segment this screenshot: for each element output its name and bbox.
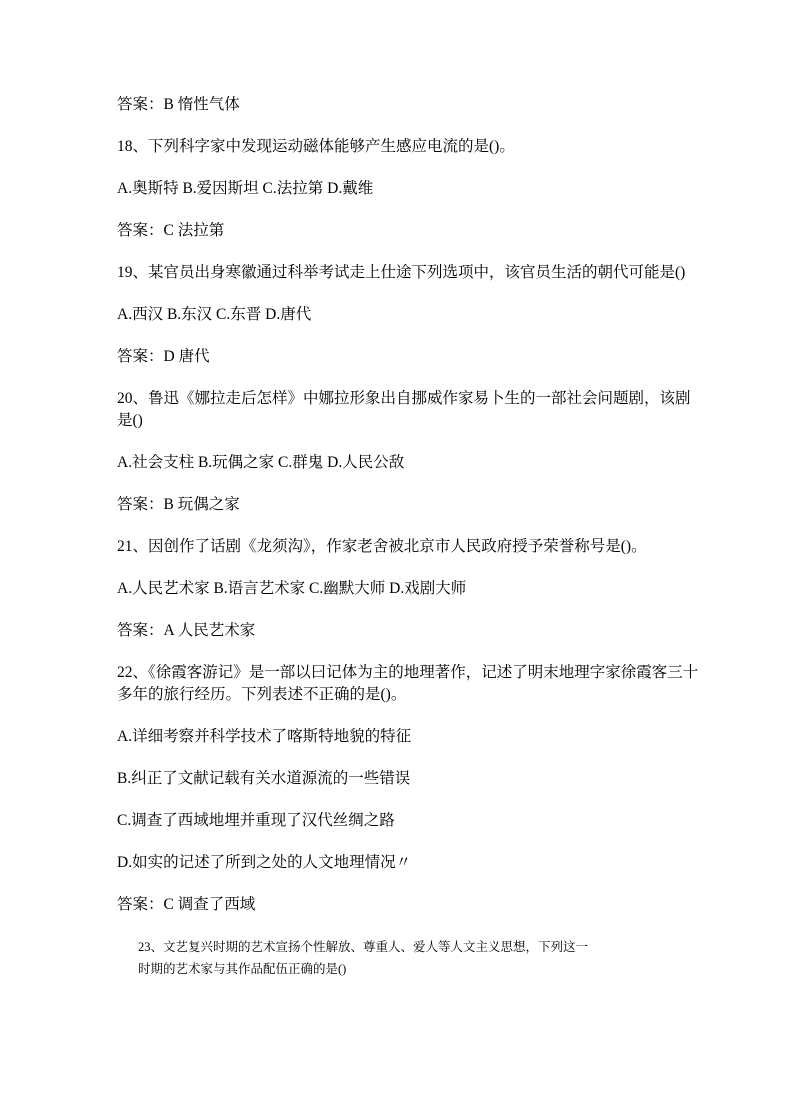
- options-line-q19: A.西汉 B.东汉 C.东晋 D.唐代: [117, 306, 312, 323]
- answer-line-q21: 答案：A 人民艺术家: [117, 622, 256, 639]
- option-a-q22: A.详细考察并科学技术了喀斯特地貌的特征: [117, 728, 412, 745]
- question-21: 21、因创作了话剧《龙须沟》，作家老舍被北京市人民政府授予荣誉称号是()。: [117, 538, 647, 555]
- options-line-q18: A.奥斯特 B.爱因斯坦 C.法拉第 D.戴维: [117, 180, 374, 197]
- option-d-q22: D.如实的记述了所到之处的人文地理情况〃: [117, 854, 412, 871]
- question-18: 18、下列科字家中发现运动磁体能够产生感应电流的是()。: [117, 138, 515, 155]
- options-line-q21: A.人民艺术家 B.语言艺术家 C.幽默大师 D.戏剧大师: [117, 580, 467, 597]
- question-20: 20、鲁迅《娜拉走后怎样》中娜拉形象出自挪威作家易卜生的一部社会问题剧，该剧是(): [117, 390, 691, 429]
- question-22: 22、《徐霞客游记》是一部以曰记体为主的地理著作，记述了明末地理字家徐霞客三十多年的旅行经历。下列表述不正确的是()。: [117, 664, 699, 703]
- options-line-q20: A.社会支柱 B.玩偶之家 C.群鬼 D.人民公敌: [117, 454, 405, 471]
- option-c-q22: C.调查了西域地埋并重现了汉代丝绸之路: [117, 812, 395, 829]
- question-list: [117, 94, 705, 980]
- answer-line-q22: 答案：C 调查了西域: [117, 896, 256, 913]
- question-23: 23、文艺复兴时期的艺术宣扬个性解放、尊重人、爱人等人文主义思想，下列这一时期的艺术家与其作品配伍正确的是(): [138, 940, 589, 976]
- answer-line-q17: 答案：B 惰性气体: [117, 96, 240, 113]
- question-19: 19、某官员出身寒徽通过科举考试走上仕途下列选项中，该官员生活的朝代可能是(): [117, 264, 686, 281]
- answer-line-q18: 答案：C 法拉第: [117, 222, 225, 239]
- answer-line-q19: 答案：D 唐代: [117, 348, 210, 365]
- option-b-q22: B.纠正了文献记载有关水道源流的一些错误: [117, 770, 411, 787]
- answer-line-q20: 答案：B 玩偶之家: [117, 496, 240, 513]
